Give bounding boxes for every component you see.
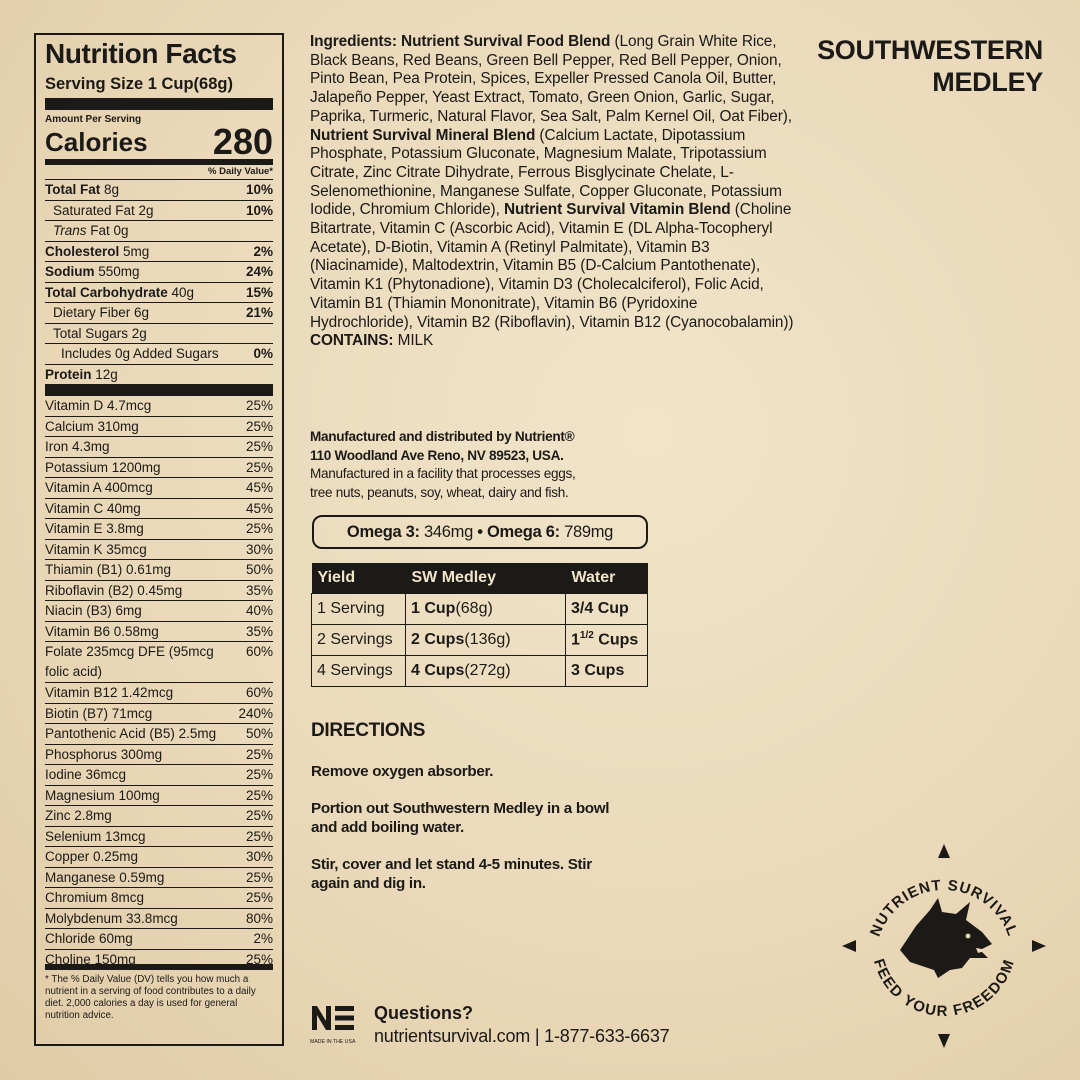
manufacturer-info: [310, 428, 710, 503]
nutrient-name: [45, 242, 149, 262]
vitamin-list: [45, 396, 273, 970]
nutrient-name-bold: Total Carbohydrate: [45, 284, 168, 300]
medley-grams: (272g): [464, 661, 511, 679]
ingredient-blend-heading: Nutrient Survival Mineral Blend: [310, 126, 536, 144]
contact-line: nutrientsurvival.com | 1-877-633-6637: [374, 1026, 670, 1046]
nutrient-name-italic: Trans: [53, 223, 87, 238]
ingredient-list: (Calcium Lactate, Dipotassium Phosphate, Potassium Gluconate, Magnesium Malate, Tripotassium Citrate, Zinc Citrate Dihydrate, Ferrous Bisglycinate Chelate, L-Selenomethionine, Manganese Sulfate, Copper Gluconate, Potassium Iodide, Chromium Chloride),: [310, 126, 782, 219]
omega-box: [312, 515, 648, 549]
vitamin-row: [45, 458, 273, 479]
nutrition-title: Nutrition Facts: [45, 38, 237, 69]
ingredient-blend-heading: Nutrient Survival Vitamin Blend: [503, 201, 731, 219]
vitamin-dv: 50%: [245, 726, 273, 741]
vitamin-row: [45, 499, 273, 520]
daily-value-header: % Daily Value*: [45, 165, 273, 180]
vitamin-row: [45, 745, 273, 766]
vitamin-name: Potassium 1200mg: [45, 459, 161, 475]
nutrient-row: [45, 344, 273, 365]
water-amount: 3/4 Cup: [571, 599, 629, 617]
medley-cups: 4 Cups: [411, 661, 465, 679]
nutrient-dv: 10%: [245, 202, 273, 218]
nutrient-name: [45, 262, 140, 282]
nutrient-row: [45, 283, 273, 304]
ingredient-list: (Long Grain White Rice, Black Beans, Red Beans, Green Bell Pepper, Red Bell Pepper, Onion, Pinto Bean, Pea Protein, Spices, Expeller Pressed Canola Oil, Butter, Jalapeño Pepper, Yeast Extract, Tomato, Green Onion, Garlic, Sugar, Paprika, Turmeric, Natural Flavor, Sea Salt, Palm Kernel Oil, Oat Fiber),: [310, 33, 792, 125]
vitamin-name: Phosphorus 300mg: [45, 746, 163, 762]
vitamin-dv: 35%: [245, 623, 273, 639]
vitamin-row: [45, 417, 273, 438]
nutrient-survival-badge: [838, 840, 1050, 1052]
medley-cell: [406, 593, 566, 624]
vitamin-name: Thiamin (B1) 0.61mg: [45, 562, 172, 577]
vitamin-name: Pantothenic Acid (B5) 2.5mg: [45, 726, 217, 741]
badge-bottom-text: FEED YOUR FREEDOM: [869, 956, 1019, 1021]
ns-logo-icon: [310, 1004, 356, 1046]
vitamin-name: Vitamin D 4.7mcg: [45, 398, 152, 413]
water-fraction: 1/2: [579, 629, 594, 641]
medley-grams: (68g): [455, 599, 493, 617]
vitamin-row: [45, 601, 273, 622]
medley-cell: [406, 655, 566, 686]
nutrient-dv: 2%: [253, 243, 273, 259]
omega3-label: Omega 3:: [346, 522, 420, 541]
vitamin-dv: 25%: [245, 890, 273, 905]
vitamin-row: [45, 909, 273, 930]
vitamin-dv: 240%: [238, 705, 273, 721]
calories-label: Calories: [45, 127, 148, 157]
vitamin-row: [45, 642, 273, 683]
medley-cell: [406, 624, 566, 655]
nutrient-dv: 10%: [245, 182, 273, 197]
nutrient-row: [45, 180, 273, 201]
vitamin-row: [45, 929, 273, 950]
vitamin-dv: 80%: [245, 910, 273, 926]
water-cell: [566, 655, 648, 686]
nutrient-name: [53, 201, 154, 221]
serving-size: Serving Size 1 Cup(68g): [45, 69, 273, 110]
nutrient-row: [45, 242, 273, 263]
vitamin-row: [45, 478, 273, 499]
vitamin-dv: 25%: [245, 951, 273, 967]
nutrient-name: [45, 283, 194, 303]
vitamin-dv: 45%: [245, 480, 273, 495]
macro-list: [45, 180, 273, 396]
nutrient-row: [45, 303, 273, 324]
vitamin-row: [45, 950, 273, 971]
vitamin-name: Copper 0.25mg: [45, 849, 139, 864]
medley-grams: (136g): [464, 630, 511, 648]
omega-separator: •: [472, 522, 488, 541]
direction-step: Stir, cover and let stand 4-5 minutes. Stir again and dig in.: [311, 856, 592, 892]
nutrient-amount: 12g: [91, 366, 118, 382]
yield-cell: 1 Serving: [312, 593, 406, 624]
vitamin-dv: 2%: [253, 931, 273, 946]
vitamin-name: Chloride 60mg: [45, 931, 133, 946]
nutrient-amount: Includes 0g Added Sugars: [61, 346, 219, 361]
calories-value: 280: [212, 121, 273, 162]
vitamin-name: Vitamin K 35mcg: [45, 541, 147, 557]
vitamin-name: Biotin (B7) 71mcg: [45, 705, 153, 721]
nutrient-name-bold: Sodium: [45, 264, 95, 279]
vitamin-name: Calcium 310mg: [45, 418, 139, 434]
vitamin-row: [45, 868, 273, 889]
contains-value: MILK: [393, 332, 434, 350]
vitamin-row: [45, 560, 273, 581]
vitamin-row: [45, 683, 273, 704]
vitamin-dv: 25%: [245, 746, 273, 762]
nutrient-name: [45, 365, 118, 385]
nutrient-name-bold: Protein: [45, 366, 92, 382]
ingredient-list: (Choline Bitartrate, Vitamin C (Ascorbic Acid), Vitamin E (DL Alpha-Tocopheryl Acetate), D-Biotin, Vitamin A (Retinyl Palmitate), Vitamin B3 (Niacinamide), Maltodextrin, Vitamin B5 (D-Calcium Pantothenate), Vitamin K1 (Phytonadione), Vitamin D3 (Cholecalciferol), Folic Acid, Vitamin B1 (Thiamin Mononitrate), Vitamin B6 (Pyridoxine Hydrochloride), Vitamin B2 (Riboflavin), Vitamin B12 (Cyanocobalamin)): [310, 201, 794, 331]
vitamin-row: [45, 396, 273, 417]
vitamin-row: [45, 888, 273, 909]
vitamin-name: Choline 150mg: [45, 951, 136, 967]
vitamin-row: [45, 724, 273, 745]
vitamin-dv: 60%: [245, 644, 273, 659]
vitamin-name: Selenium 13mcg: [45, 828, 146, 844]
vitamin-dv: 30%: [245, 849, 273, 864]
vitamin-row: [45, 827, 273, 848]
vitamin-name: Vitamin A 400mcg: [45, 480, 153, 495]
vitamin-name: Folate 235mcg DFE (95mcg folic acid): [45, 644, 214, 679]
water-amount: 1: [571, 631, 580, 649]
vitamin-dv: 45%: [245, 500, 273, 516]
vitamin-dv: 25%: [245, 521, 273, 536]
water-header: Water: [566, 563, 648, 593]
water-amount: 3 Cups: [571, 661, 625, 679]
vitamin-name: Vitamin B12 1.42mcg: [45, 685, 174, 700]
vitamin-row: [45, 437, 273, 458]
nutrient-amount: Saturated Fat 2g: [53, 202, 154, 218]
medley-cups: 2 Cups: [411, 630, 465, 648]
yield-row: [312, 624, 648, 655]
product-title-line: MEDLEY: [932, 67, 1043, 97]
yield-header-row: [312, 563, 648, 593]
manufacturer-line: Manufactured and distributed by Nutrient®: [310, 429, 575, 444]
made-in-usa-text: MADE IN THE USA: [310, 1039, 356, 1045]
nutrient-row: [45, 324, 273, 345]
nutrient-amount: Fat 0g: [86, 223, 129, 238]
ingredients-text: [310, 33, 800, 351]
yield-table: [311, 563, 648, 687]
nutrient-dv: 15%: [245, 284, 273, 300]
water-cell: [566, 593, 648, 624]
nutrient-row: [45, 201, 273, 222]
vitamin-dv: 35%: [245, 582, 273, 598]
yield-header: Yield: [312, 563, 406, 593]
nutrient-row: [45, 365, 273, 397]
daily-value-footnote: * The % Daily Value (DV) tells you how much a nutrient in a serving of food contributes to a daily diet. 2,000 calories a day is used for general nutrition advice.: [45, 974, 256, 1021]
vitamin-name: Magnesium 100mg: [45, 787, 160, 803]
vitamin-row: [45, 786, 273, 807]
vitamin-dv: 25%: [245, 787, 273, 803]
directions-title: DIRECTIONS: [311, 720, 426, 741]
vitamin-name: Manganese 0.59mg: [45, 869, 165, 885]
vitamin-dv: 25%: [245, 418, 273, 434]
yield-row: [312, 593, 648, 624]
product-title-line: SOUTHWESTERN: [817, 35, 1043, 65]
vitamin-dv: 25%: [245, 828, 273, 844]
nutrient-row: [45, 221, 273, 242]
manufacturer-address: 110 Woodland Ave Reno, NV 89523, USA.: [310, 447, 564, 463]
vitamin-row: [45, 806, 273, 827]
yield-cell: 4 Servings: [312, 655, 406, 686]
nutrient-dv: 0%: [253, 346, 273, 361]
nutrient-name-bold: Cholesterol: [45, 243, 120, 259]
contains-label: CONTAINS:: [310, 332, 394, 350]
vitamin-name: Chromium 8mcg: [45, 890, 145, 905]
nutrient-amount: Dietary Fiber 6g: [53, 305, 150, 320]
vitamin-dv: 25%: [245, 808, 273, 823]
vitamin-row: [45, 622, 273, 643]
omega6-value: 789mg: [559, 522, 614, 541]
direction-step: Portion out Southwestern Medley in a bowl and add boiling water.: [311, 800, 610, 836]
directions-steps: [311, 762, 631, 911]
nutrient-name: [53, 303, 149, 323]
vitamin-name: Iodine 36mcg: [45, 767, 127, 782]
vitamin-name: Zinc 2.8mg: [45, 808, 112, 823]
vitamin-dv: 25%: [245, 398, 273, 413]
nutrient-name-bold: Total Fat: [45, 182, 101, 197]
vitamin-name: Iron 4.3mg: [45, 439, 110, 454]
vitamin-row: [45, 765, 273, 786]
nutrient-row: [45, 262, 273, 283]
vitamin-dv: 40%: [245, 603, 273, 618]
nutrition-facts-panel: [34, 33, 284, 1046]
vitamin-name: Molybdenum 33.8mcg: [45, 910, 178, 926]
vitamin-dv: 25%: [245, 439, 273, 454]
nutrient-dv: 24%: [245, 264, 273, 279]
direction-step: Remove oxygen absorber.: [311, 763, 494, 780]
nutrient-amount: Total Sugars 2g: [53, 325, 147, 341]
calories-row: [45, 121, 273, 165]
vitamin-dv: 60%: [245, 685, 273, 700]
nutrient-name: [45, 180, 119, 200]
vitamin-dv: 25%: [245, 869, 273, 885]
water-unit: Cups: [593, 631, 639, 649]
questions-heading: Questions?: [374, 1003, 474, 1023]
vitamin-row: [45, 519, 273, 540]
vitamin-name: Vitamin C 40mg: [45, 500, 141, 516]
vitamin-row: [45, 581, 273, 602]
vitamin-name: Niacin (B3) 6mg: [45, 603, 142, 618]
vitamin-row: [45, 540, 273, 561]
vitamin-dv: 25%: [245, 459, 273, 475]
nutrient-amount: 40g: [167, 284, 195, 300]
wolf-head-icon: [900, 898, 992, 978]
omega3-value: 346mg: [419, 522, 473, 541]
allergen-facility-line: tree nuts, peanuts, soy, wheat, dairy and fish.: [310, 485, 569, 501]
badge-top-text: NUTRIENT SURVIVAL: [866, 876, 1022, 939]
medley-cups: 1 Cup: [411, 599, 456, 617]
medley-header: SW Medley: [406, 563, 566, 593]
vitamin-name: Vitamin E 3.8mg: [45, 521, 144, 536]
amount-per-serving: Amount Per Serving: [45, 114, 142, 125]
nutrient-name: [61, 344, 219, 364]
nutrient-amount: 5mg: [119, 243, 150, 259]
vitamin-name: Riboflavin (B2) 0.45mg: [45, 582, 183, 598]
nutrient-amount: 8g: [100, 182, 120, 197]
nutrient-amount: 550mg: [94, 264, 140, 279]
vitamin-name: Vitamin B6 0.58mg: [45, 623, 159, 639]
yield-cell: 2 Servings: [312, 624, 406, 655]
vitamin-dv: 50%: [245, 562, 273, 577]
allergen-facility-line: Manufactured in a facility that processes eggs,: [310, 466, 576, 482]
water-cell: [566, 624, 648, 655]
ingredient-blend-heading: Ingredients: Nutrient Survival Food Blend: [310, 33, 611, 50]
nutrient-dv: 21%: [245, 305, 273, 320]
yield-row: [312, 655, 648, 686]
vitamin-row: [45, 704, 273, 725]
vitamin-row: [45, 847, 273, 868]
vitamin-dv: 30%: [245, 541, 273, 557]
nutrient-name: [53, 221, 129, 241]
product-title: [817, 34, 1043, 98]
nutrient-name: [53, 324, 147, 344]
vitamin-dv: 25%: [245, 767, 273, 782]
omega6-label: Omega 6:: [487, 522, 560, 541]
